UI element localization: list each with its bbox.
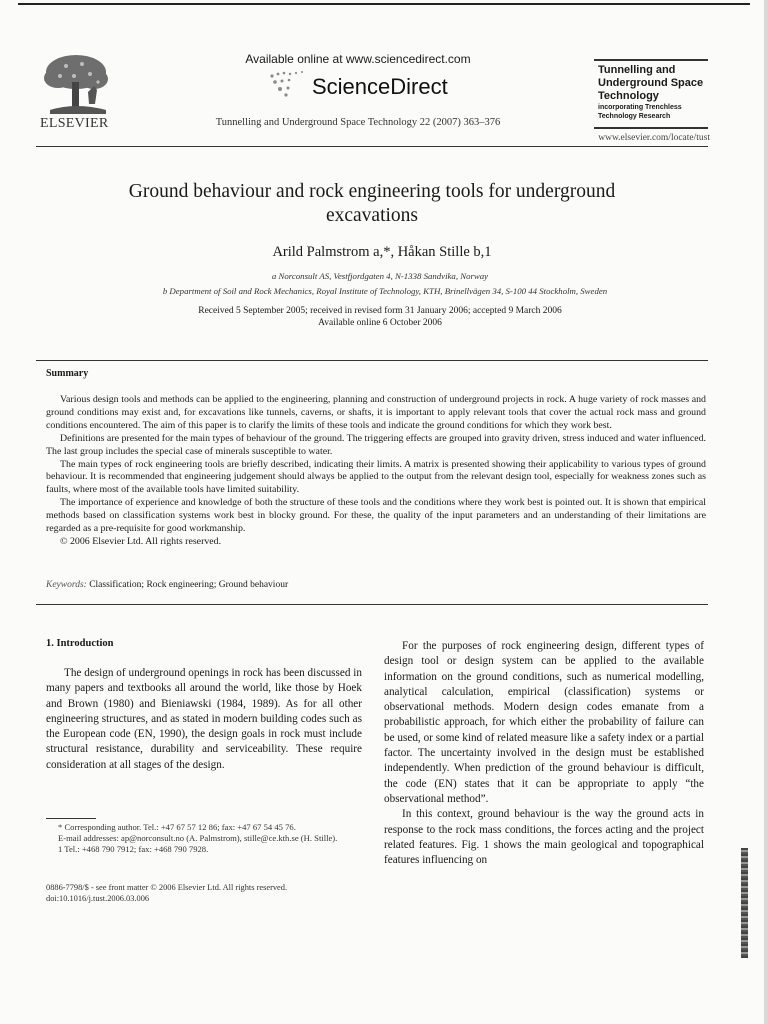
section-heading-introduction: 1. Introduction	[46, 638, 114, 649]
publisher-name: ELSEVIER	[40, 116, 109, 131]
available-online-text: Available online at www.sciencedirect.com	[245, 52, 471, 66]
intro-paragraph: For the purposes of rock engineering design, different types of design tool or design system can be applied to the available information on the ground conditions, such as numerical modelling, analytical calculation, empirical (classification) systems or observational methods. Modern design codes emanate from a probabilistic approach, for which either the probability of failure can be used, or some kind of related measure like a safety index or a partial factor. The uncertainty involved in the design must be established independently. When prediction of the ground behaviour is difficult, the code (EN) states that it can be appropriate to apply “the observational method”.	[384, 640, 704, 805]
summary-top-rule	[36, 360, 708, 361]
received-dates: Received 5 September 2005; received in revised form 31 January 2006; accepted 9 March 2006	[198, 306, 562, 316]
journal-subtitle: incorporating Trenchless Technology Research	[598, 104, 682, 120]
scan-right-edge	[764, 0, 768, 1024]
intro-paragraph: In this context, ground behaviour is the way the ground acts in response to the rock mass conditions, the forces acting and the project related features. Fig. 1 shows the main geological and topographical features influencing on	[384, 808, 704, 867]
keywords-list: Classification; Rock engineering; Ground behaviour	[89, 580, 289, 590]
summary-paragraph: The main types of rock engineering tools are briefly described, indicating their limits. A matrix is presented showing their applicability to various types of ground behaviour. It is recommended that engineering judgement should always be applied to the output from the relevant design tool, especially for weakness zones such as faults, where most of the available tools have limited suitability.	[46, 458, 706, 496]
author-line	[180, 244, 584, 261]
journal-url[interactable]: www.elsevier.com/locate/tust	[598, 133, 710, 143]
summary-heading: Summary	[46, 368, 89, 379]
summary-paragraph: The importance of experience and knowledge of both the structure of these tools and the conditions where they work best is pointed out. It is shown that empirical methods based on classification systems work best in blocky ground. For these, the quality of the input parameters and an understanding of their limitations are regarded as a pre-requisite for good workmanship.	[46, 497, 706, 535]
journal-box-bottom-rule	[594, 127, 708, 129]
available-online-date: Available online 6 October 2006	[318, 318, 442, 328]
summary-bottom-rule	[36, 604, 708, 605]
summary-paragraph: Definitions are presented for the main types of behaviour of the ground. The triggering effects are grouped into gravity driven, stress induced and water influenced. The last group includes the special case of minerals susceptible to water.	[46, 432, 706, 457]
summary-paragraph: Various design tools and methods can be applied to the engineering, planning and construction of underground projects in rock. A huge variety of rock masses and ground conditions may exist and, for excavations like tunnels, caverns, or shafts, it is important to apply relevant tools that cover the actual rock mass and ground conditions encountered. The aim of this paper is to clarify the limits of these tools and indicate the ground conditions for which they work best.	[46, 394, 706, 431]
footnotes	[46, 822, 364, 855]
affiliation-a: a Norconsult AS, Vestfjordgaten 4, N-1338 Sandvika, Norway	[271, 271, 489, 281]
sciencedirect-dots-icon	[266, 68, 312, 98]
keywords-label: Keywords:	[46, 580, 87, 590]
elsevier-tree-icon	[36, 52, 118, 116]
sciencedirect-logo	[266, 68, 456, 102]
journal-citation: Tunnelling and Underground Space Technology 22 (2007) 363–376	[215, 117, 501, 128]
keywords-line	[46, 580, 288, 590]
front-matter	[46, 882, 376, 904]
summary-body	[46, 394, 706, 549]
footnote-corresponding: * Corresponding author. Tel.: +47 67 57 12 86; fax: +47 67 54 45 76.	[58, 822, 296, 832]
authors: Arild Palmstrom a,*, Håkan Stille b,1	[272, 244, 492, 260]
doi-line[interactable]: doi:10.1016/j.tust.2006.03.006	[46, 894, 150, 903]
affiliation-b: b Department of Soil and Rock Mechanics, Royal Institute of Technology, KTH, Brinellvägen 34, S-100 44 Stockholm, Sweden	[162, 286, 608, 296]
issn-line: 0886-7798/$ - see front matter © 2006 Elsevier Ltd. All rights reserved.	[46, 883, 288, 892]
footnote-tel: 1 Tel.: +468 790 7912; fax: +468 790 7928.	[58, 844, 209, 854]
scan-top-border	[18, 3, 750, 5]
footnote-rule	[46, 818, 96, 819]
footnote-email: E-mail addresses: ap@norconsult.no (A. Palmstrom), stille@ce.kth.se (H. Stille).	[58, 833, 338, 843]
scan-margin-mark	[741, 848, 748, 958]
intro-left-column	[46, 666, 362, 773]
elsevier-logo	[36, 52, 118, 134]
article-title: Ground behaviour and rock engineering tools for underground excavations	[128, 181, 616, 226]
sciencedirect-wordmark: ScienceDirect	[312, 74, 448, 99]
intro-paragraph: The design of underground openings in rock has been discussed in many papers and textbooks all around the world, like those by Hoek and Brown (1980) and Bieniawski (1984, 1989). As for all other engineering structures, and as stated in modern building codes such as the European code (EN, 1990), the design goals in rock must include structural resistance, durability and serviceability. These require consideration at all stages of the design.	[46, 667, 362, 771]
header-rule	[36, 146, 708, 147]
journal-title: Tunnelling and Underground Space Technology	[598, 64, 704, 102]
journal-box-top-rule	[594, 59, 708, 61]
copyright-line: © 2006 Elsevier Ltd. All rights reserved.	[60, 535, 222, 547]
intro-right-column	[384, 639, 704, 868]
